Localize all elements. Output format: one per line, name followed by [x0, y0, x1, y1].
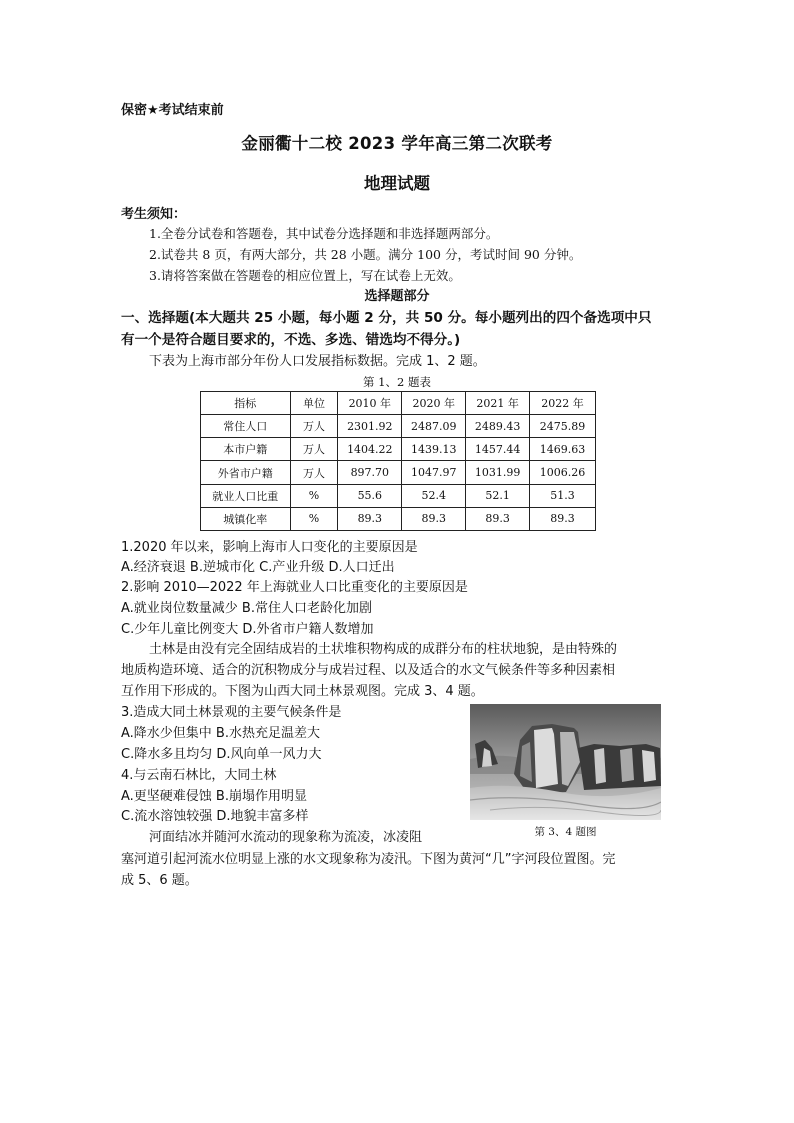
table-header-cell: 指标 [201, 392, 291, 415]
table-cell: 万人 [290, 415, 338, 438]
table-row [201, 415, 596, 438]
table-cell: 1031.99 [466, 461, 530, 484]
table-cell: 89.3 [338, 507, 402, 530]
table-cell: 89.3 [466, 507, 530, 530]
passage-line: 地质构造环境、适合的沉积物成分与成岩过程、以及适合的水文气候条件等多种因素相 [121, 663, 616, 678]
table-cell: 1469.63 [530, 438, 596, 461]
exam-subject: 地理试题 [364, 174, 430, 193]
table-header-cell: 2022 年 [530, 392, 596, 415]
table-cell: 897.70 [338, 461, 402, 484]
table-row [201, 484, 596, 507]
table-cell: 城镇化率 [201, 507, 291, 530]
table-cell: 1047.97 [402, 461, 466, 484]
table-cell: 1439.13 [402, 438, 466, 461]
table-cell: 常住人口 [201, 415, 291, 438]
earth-forest-landscape-image [470, 704, 661, 820]
notice-heading: 考生须知： [121, 207, 187, 222]
notice-item: 3.请将答案做在答题卷的相应位置上，写在试卷上无效。 [149, 268, 461, 283]
table-cell: 2301.92 [338, 415, 402, 438]
population-table [200, 391, 596, 531]
notice-item: 1.全卷分试卷和答题卷，其中试卷分选择题和非选择题两部分。 [149, 226, 499, 241]
confidential-label: 保密★考试结束前 [121, 103, 224, 118]
question-1-options: A.经济衰退 B.逆城市化 C.产业升级 D.人口迁出 [121, 560, 395, 575]
table-header-row [201, 392, 596, 415]
section-heading: 选择题部分 [364, 289, 430, 304]
table-cell: 52.1 [466, 484, 530, 507]
passage-line: 成 5、6 题。 [121, 873, 198, 888]
table-cell: % [290, 507, 338, 530]
question-2-options: A.就业岗位数量减少 B.常住人口老龄化加剧 [121, 601, 372, 616]
passage-line: 河面结冰并随河水流动的现象称为流凌，冰凌阻 [149, 830, 423, 845]
exam-title: 金丽衢十二校 2023 学年高三第二次联考 [241, 134, 553, 153]
table-cell: 万人 [290, 438, 338, 461]
question-2-options: C.少年儿童比例变大 D.外省市户籍人数增加 [121, 622, 374, 637]
table-header-cell: 2010 年 [338, 392, 402, 415]
question-3-options: C.降水多且均匀 D.风向单一风力大 [121, 747, 322, 762]
table-cell: 万人 [290, 461, 338, 484]
question-4: 4.与云南石林比，大同土林 [121, 768, 277, 783]
table-cell: 52.4 [402, 484, 466, 507]
question-4-options: A.更坚硬难侵蚀 B.崩塌作用明显 [121, 789, 307, 804]
part-instruction-line: 一、选择题(本大题共 25 小题，每小题 2 分，共 50 分。每小题列出的四个备选项中只 [121, 310, 652, 326]
table-caption: 第 1、2 题表 [363, 375, 431, 389]
table-cell: 51.3 [530, 484, 596, 507]
table-cell: 1457.44 [466, 438, 530, 461]
table-header-cell: 单位 [290, 392, 338, 415]
table-header-cell: 2020 年 [402, 392, 466, 415]
table-cell: 就业人口比重 [201, 484, 291, 507]
question-2: 2.影响 2010—2022 年上海就业人口比重变化的主要原因是 [121, 580, 468, 595]
table-row [201, 507, 596, 530]
table-cell: 2475.89 [530, 415, 596, 438]
question-3-options: A.降水少但集中 B.水热充足温差大 [121, 726, 320, 741]
table-cell: 本市户籍 [201, 438, 291, 461]
table-cell: 1006.26 [530, 461, 596, 484]
table-cell: 55.6 [338, 484, 402, 507]
part-instruction-line: 有一个是符合题目要求的，不选、多选、错选均不得分。) [121, 332, 461, 348]
notice-item: 2.试卷共 8 页，有两大部分，共 28 小题。满分 100 分，考试时间 90 分钟。 [149, 247, 582, 262]
passage-line: 互作用下形成的。下图为山西大同土林景观图。完成 3、4 题。 [121, 684, 484, 699]
table-cell: % [290, 484, 338, 507]
table-row [201, 438, 596, 461]
table-cell: 2487.09 [402, 415, 466, 438]
table-cell: 外省市户籍 [201, 461, 291, 484]
question-1: 1.2020 年以来，影响上海市人口变化的主要原因是 [121, 540, 418, 555]
table-cell: 2489.43 [466, 415, 530, 438]
table-header-cell: 2021 年 [466, 392, 530, 415]
question-intro: 下表为上海市部分年份人口发展指标数据。完成 1、2 题。 [149, 354, 486, 369]
passage-line: 土林是由没有完全固结成岩的土状堆积物构成的成群分布的柱状地貌，是由特殊的 [149, 642, 618, 657]
table-cell: 89.3 [530, 507, 596, 530]
passage-line: 塞河道引起河流水位明显上涨的水文现象称为凌汛。下图为黄河“几”字河段位置图。完 [121, 852, 616, 867]
table-cell: 89.3 [402, 507, 466, 530]
earth-forest-photo [470, 704, 661, 820]
table-cell: 1404.22 [338, 438, 402, 461]
question-4-options: C.流水溶蚀较强 D.地貌丰富多样 [121, 809, 309, 824]
question-3: 3.造成大同土林景观的主要气候条件是 [121, 705, 342, 720]
table-row [201, 461, 596, 484]
photo-caption: 第 3、4 题图 [534, 826, 597, 838]
